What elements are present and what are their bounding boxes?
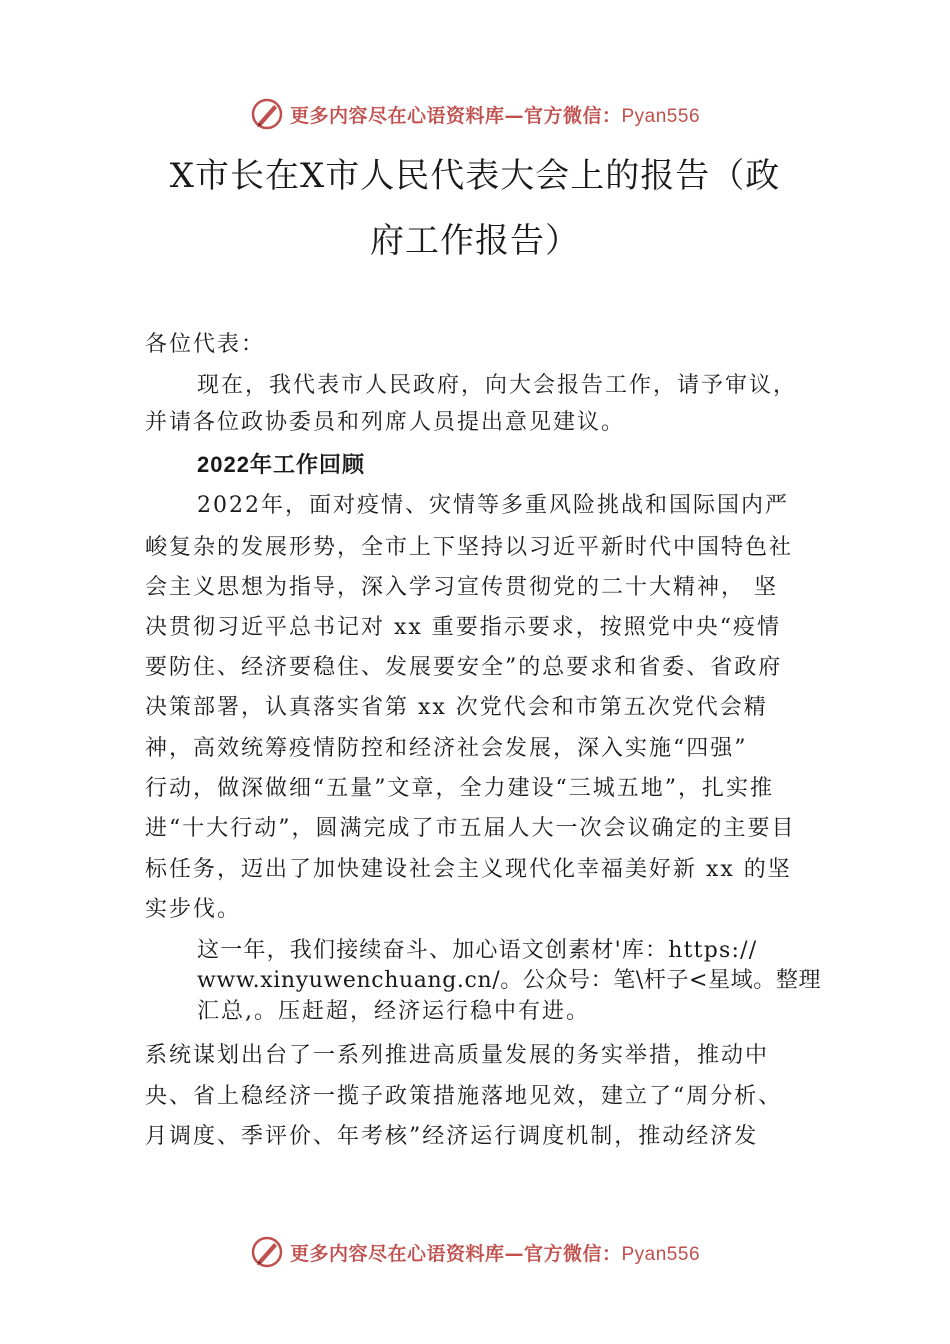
body-line: 峻复杂的发展形势，全市上下坚持以习近平新时代中国特色社 — [145, 535, 794, 560]
body-line: 实步伐。 — [145, 897, 242, 922]
body-line: 神，高效统筹疫情防控和经济社会发展，深入实施“四强” — [145, 736, 748, 761]
tail-line: 央、省上稳经济一揽子政策措施落地见效，建立了“周分析、 — [145, 1084, 783, 1109]
banner-text: 更多内容尽在心语资料库—官方微信：Pyan556 — [289, 1242, 701, 1265]
intro-line-1: 现在，我代表市人民政府，向大会报告工作，请予审议， — [197, 373, 798, 398]
salutation: 各位代表： — [145, 332, 266, 357]
footer-banner — [0, 1232, 950, 1272]
body-line: 决贯彻习近平总书记对 xx 重要指示要求，按照党中央“疫情 — [145, 615, 782, 640]
document-title-line2: 府工作报告） — [370, 221, 580, 261]
pen-logo-icon — [250, 97, 284, 131]
header-banner — [0, 94, 950, 134]
body-line: 2022年，面对疫情、灾情等多重风险挑战和国际国内严 — [197, 493, 789, 518]
tail-line: 月调度、季评价、年考核”经济运行调度机制，推动经济发 — [145, 1124, 759, 1149]
watermark-line: 汇总,。压赶超，经济运行稳中有进。 — [197, 999, 590, 1024]
body-line: 要防住、经济要稳住、发展要安全”的总要求和省委、省政府 — [145, 655, 783, 680]
tail-line: 系统谋划出台了一系列推进高质量发展的务实举措，推动中 — [145, 1043, 770, 1068]
document-title-line1: X市长在X市人民代表大会上的报告（政 — [169, 156, 781, 196]
body-line: 决策部署，认真落实省第 xx 次党代会和市第五次党代会精 — [145, 695, 768, 720]
watermark-line: www.xinyuwenchuang.cn/。公众号：笔\杆子<星域。整理 — [197, 968, 822, 993]
section-heading: 2022年工作回顾 — [197, 452, 365, 477]
intro-line-2: 并请各位政协委员和列席人员提出意见建议。 — [145, 410, 626, 435]
body-line: 标任务，迈出了加快建设社会主义现代化幸福美好新 xx 的坚 — [145, 857, 792, 882]
wechat-id: Pyan556 — [621, 1243, 701, 1265]
body-line: 会主义思想为指导，深入学习宣传贯彻党的二十大精神， 坚 — [145, 575, 778, 600]
body-line: 进“十大行动”，圆满完成了市五届人大一次会议确定的主要目 — [145, 816, 796, 841]
body-line: 行动，做深做细“五量”文章，全力建设“三城五地”，扎实推 — [145, 776, 774, 801]
pen-logo-icon — [250, 1235, 284, 1269]
banner-text: 更多内容尽在心语资料库—官方微信：Pyan556 — [289, 104, 701, 127]
watermark-line: 这一年，我们接续奋斗、加心语文创素材'库：https:// — [197, 938, 758, 963]
wechat-id: Pyan556 — [621, 105, 701, 127]
